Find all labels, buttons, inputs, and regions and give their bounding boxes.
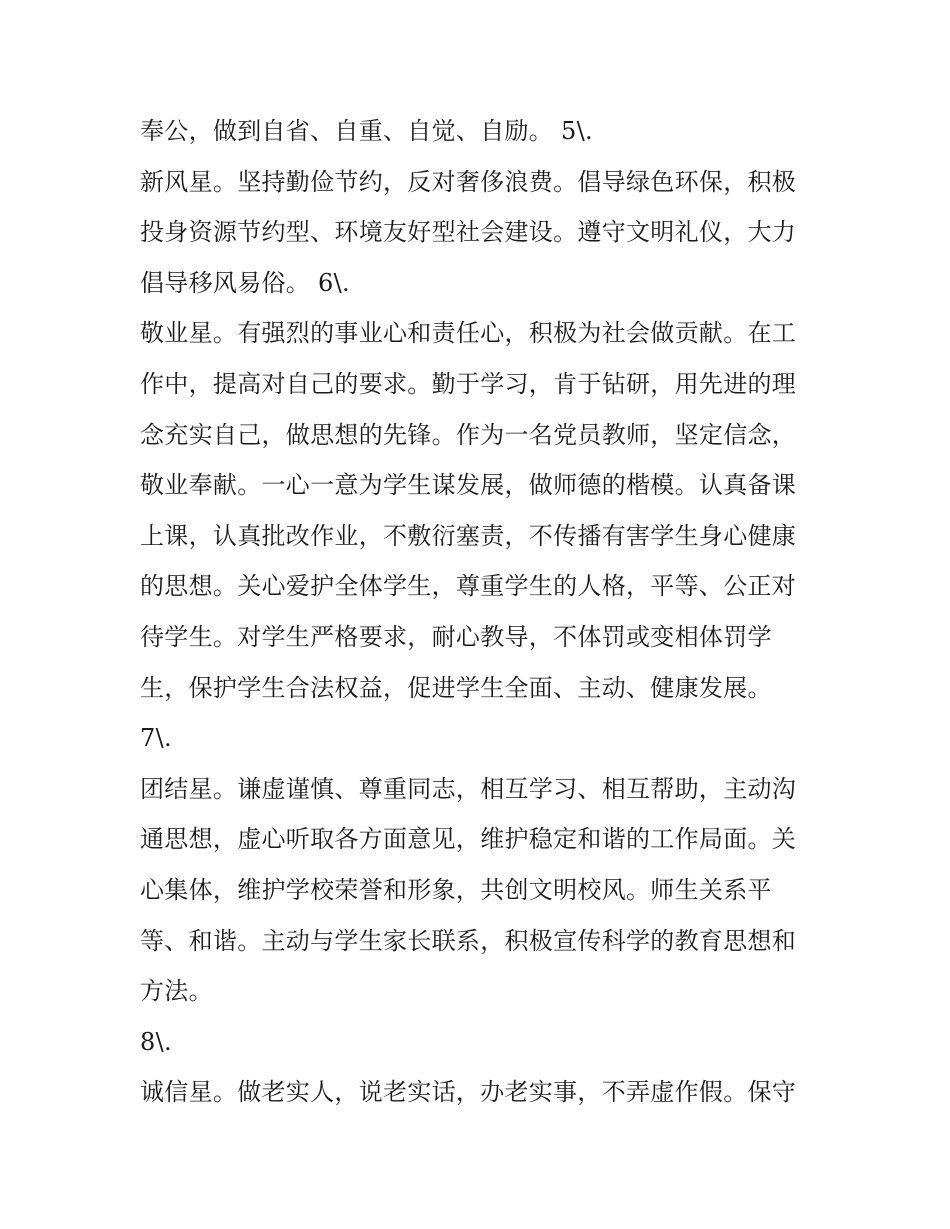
text-line: 新风星。坚持勤俭节约，反对奢侈浪费。倡导绿色环保，积极 [140,167,797,196]
text-line: 投身资源节约型、环境友好型社会建设。遵守文明礼仪，大力 [140,218,797,247]
text-line: 团结星。谦虚谨慎、尊重同志，相互学习、相互帮助，主动沟 [140,774,797,803]
text-line: 上课，认真批改作业，不敷衍塞责，不传播有害学生身心健康 [140,521,797,550]
text-line: 等、和谐。主动与学生家长联系，积极宣传科学的教育思想和 [140,926,797,955]
text-line: 倡导移风易俗。 6\. [140,268,350,297]
text-line: 8\. [140,1027,172,1056]
text-line: 方法。 [140,977,213,1006]
text-line: 敬业星。有强烈的事业心和责任心，积极为社会做贡献。在工 [140,319,797,348]
text-line: 诚信星。做老实人，说老实话，办老实事，不弄虚作假。保守 [140,1078,797,1107]
text-line: 待学生。对学生严格要求，耐心教导，不体罚或变相体罚学 [140,622,772,651]
text-line: 通思想，虚心听取各方面意见，维护稳定和谐的工作局面。关 [140,825,797,854]
text-line: 生，保护学生合法权益，促进学生全面、主动、健康发展。 [140,673,772,702]
text-line: 敬业奉献。一心一意为学生谋发展，做师德的楷模。认真备课 [140,471,797,500]
text-line: 心集体，维护学校荣誉和形象，共创文明校风。师生关系平 [140,875,772,904]
text-line: 奉公，做到自省、自重、自觉、自励。 5\. [140,117,593,145]
text-line: 作中，提高对自己的要求。勤于学习，肯于钻研，用先进的理 [140,369,797,398]
text-line: 7\. [140,724,172,753]
text-line: 的思想。关心爱护全体学生，尊重学生的人格，平等、公正对 [140,572,797,601]
body-text [140,106,820,1118]
text-line: 念充实自己，做思想的先锋。作为一名党员教师，坚定信念， [140,420,797,449]
